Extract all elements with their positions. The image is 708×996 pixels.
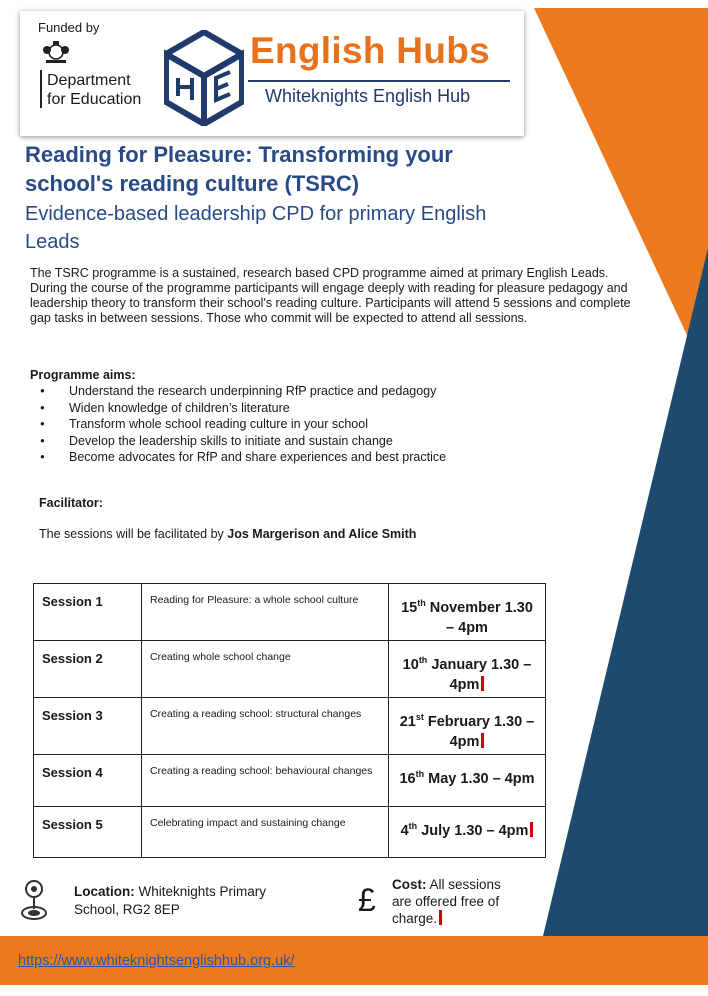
session-name: Session 3 — [34, 698, 142, 755]
aim-item: ● Develop the leadership skills to initiate and sustain change — [40, 433, 446, 450]
aim-item: ● Become advocates for RfP and share experiences and best practice — [40, 449, 446, 466]
cost-text — [392, 876, 522, 927]
session-topic: Creating a reading school: structural changes — [142, 698, 389, 755]
table-row — [34, 641, 546, 698]
session-name: Session 1 — [34, 584, 142, 641]
date-suffix: th — [417, 598, 426, 608]
aims-heading: Programme aims: — [30, 368, 136, 382]
date-rest: May 1.30 – 4pm — [424, 770, 535, 787]
table-row — [34, 755, 546, 807]
date-day: 4 — [400, 822, 409, 839]
cost-value: All sessions are offered free of charge. — [392, 877, 501, 926]
intro-paragraph: The TSRC programme is a sustained, research based CPD programme aimed at primary English Leads. During the course of the programme participants will engage deeply with reading for pleasure pedagogy and leadership theory to transform their school's reading culture. Participants will attend 5 sessions and complete gap tasks in between sessions. Those who commit will be expected to attend all sessions. — [30, 266, 631, 325]
date-suffix: th — [415, 769, 425, 779]
date-day: 15 — [401, 599, 418, 616]
facilitator-text — [39, 527, 416, 541]
aims-list — [40, 383, 446, 466]
session-date — [389, 755, 546, 807]
location-pin-icon — [19, 879, 49, 923]
session-date — [389, 584, 546, 641]
red-marker — [439, 910, 442, 925]
table-row — [34, 807, 546, 858]
date-day: 10 — [402, 656, 419, 673]
session-name: Session 4 — [34, 755, 142, 807]
dfe-divider — [40, 70, 42, 108]
date-day: 16 — [399, 770, 416, 787]
session-topic: Celebrating impact and sustaining change — [142, 807, 389, 858]
session-name: Session 2 — [34, 641, 142, 698]
date-suffix: th — [418, 655, 428, 665]
location-text — [74, 883, 304, 919]
session-topic: Creating a reading school: behavioural changes — [142, 755, 389, 807]
session-date — [389, 641, 546, 698]
red-marker — [481, 676, 484, 691]
date-rest: January 1.30 – 4pm — [427, 656, 532, 693]
english-hubs-title: English Hubs — [250, 30, 490, 71]
session-date — [389, 698, 546, 755]
location-label: Location: — [74, 884, 135, 899]
table-row — [34, 698, 546, 755]
date-suffix: st — [415, 712, 424, 722]
dfe-line-2: for Education — [47, 91, 142, 108]
pound-sign-icon: £ — [358, 882, 376, 918]
session-name: Session 5 — [34, 807, 142, 858]
facilitator-heading: Facilitator: — [39, 496, 103, 510]
table-row — [34, 584, 546, 641]
location-value: Whiteknights Primary School, RG2 8EP — [74, 884, 267, 917]
facilitator-names: Jos Margerison and Alice Smith — [227, 527, 417, 541]
session-topic: Creating whole school change — [142, 641, 389, 698]
date-day: 21 — [399, 713, 416, 730]
dfe-logo-text — [47, 71, 141, 109]
english-hubs-cube-icon — [164, 30, 244, 126]
facilitator-intro: The sessions will be facilitated by — [39, 527, 228, 541]
date-rest: November 1.30 – 4pm — [425, 599, 533, 636]
session-topic: Reading for Pleasure: a whole school culture — [142, 584, 389, 641]
hubs-divider — [248, 80, 510, 82]
funded-by-label: Funded by — [38, 20, 100, 35]
red-marker — [530, 822, 533, 837]
aim-item: ● Widen knowledge of children’s literature — [40, 400, 446, 417]
page-subtitle: Evidence-based leadership CPD for primary English Leads — [25, 203, 487, 253]
date-rest: February 1.30 – 4pm — [423, 713, 535, 750]
red-marker — [481, 733, 484, 748]
date-suffix: th — [408, 821, 418, 831]
hub-subtitle: Whiteknights English Hub — [265, 86, 471, 106]
website-link[interactable]: https://www.whiteknightsenglishhub.org.uk/ — [18, 953, 295, 969]
navy-triangle — [543, 248, 708, 936]
cost-label: Cost: — [392, 877, 427, 892]
sessions-table — [33, 583, 546, 858]
aim-item: ● Transform whole school reading culture in your school — [40, 416, 446, 433]
dfe-line-1: Department — [47, 72, 131, 89]
aim-item: ● Understand the research underpinning RfP practice and pedagogy — [40, 383, 446, 400]
date-rest: July 1.30 – 4pm — [417, 822, 529, 839]
session-date — [389, 807, 546, 858]
royal-crest-icon — [42, 40, 70, 64]
page-title: Reading for Pleasure: Transforming your school's reading culture (TSRC) — [25, 142, 453, 196]
